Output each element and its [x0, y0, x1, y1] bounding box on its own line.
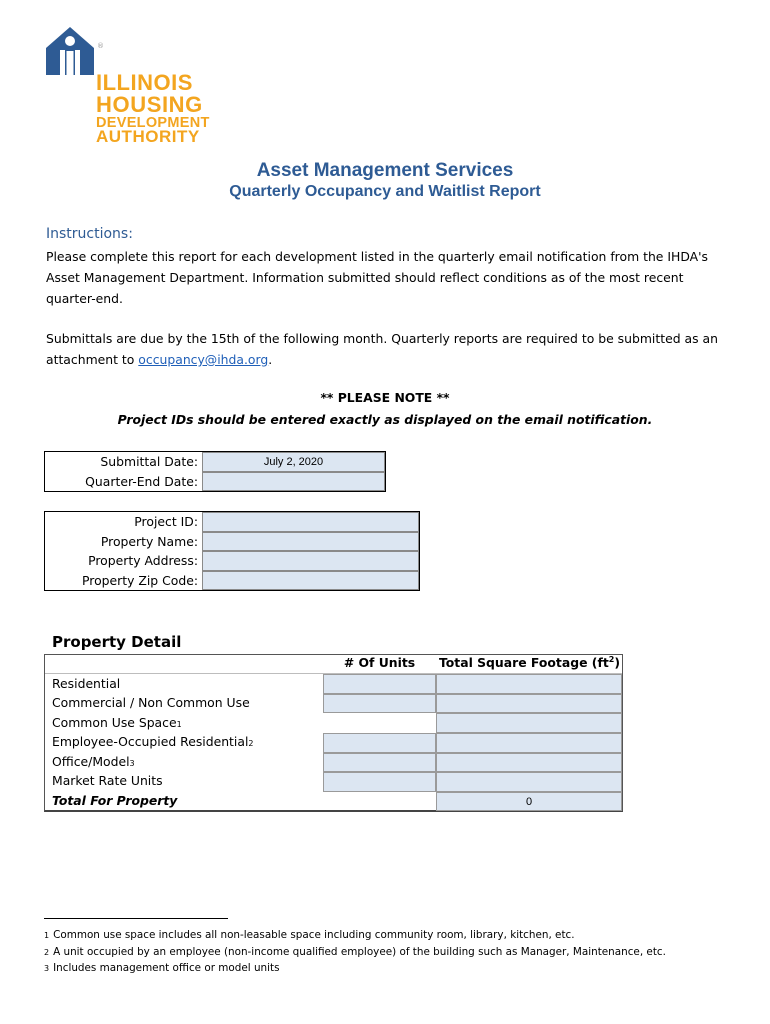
row-label-market-rate: Market Rate Units: [52, 773, 163, 788]
sqft-header-text: Total Square Footage (ft: [438, 655, 609, 671]
footnote-divider: [44, 918, 228, 919]
footnote-2: 2 A unit occupied by an employee (non-income qualified employee) of the building such as Manager, Maintenance, etc.: [44, 946, 666, 958]
instructions-paragraph-2-text: Submittals are due by the 15th of the following month. Quarterly reports are required to be submitted as an attachment to: [46, 331, 718, 367]
units-employee-cell[interactable]: [323, 733, 436, 753]
property-name-field[interactable]: [202, 532, 419, 551]
row-label-commercial: Commercial / Non Common Use: [52, 695, 250, 710]
sqft-office-cell[interactable]: [436, 753, 622, 772]
row-label-common-use: Common Use Space1: [52, 715, 182, 730]
sqft-employee-cell[interactable]: [436, 733, 622, 753]
sqft-commercial-cell[interactable]: [436, 694, 622, 713]
row-label-total: Total For Property: [52, 793, 178, 808]
sqft-header-sup: 2: [608, 655, 615, 664]
project-id-field[interactable]: [202, 512, 419, 532]
registered-mark: ®: [97, 42, 104, 50]
property-detail-heading: Property Detail: [52, 633, 182, 651]
house-logo-icon: [44, 26, 96, 76]
ihda-logo: [44, 26, 224, 144]
units-residential-cell[interactable]: [323, 674, 436, 694]
project-id-label: Project ID:: [134, 514, 198, 529]
property-address-label: Property Address:: [88, 553, 198, 568]
row-label-residential: Residential: [52, 676, 121, 691]
property-name-label: Property Name:: [100, 534, 198, 549]
instructions-paragraph-1: Please complete this report for each development listed in the quarterly email notification from the IHDA's Asset Management Department. Information submitted should reflect conditions as of the most recent quarter-end.: [46, 249, 708, 306]
sqft-header-end: ): [614, 655, 621, 671]
page-title: Asset Management Services: [256, 160, 514, 181]
email-link[interactable]: occupancy@ihda.org: [138, 352, 269, 367]
sqft-column-header: [436, 655, 623, 670]
submittal-date-field[interactable]: July 2, 2020: [202, 452, 385, 472]
please-note-text: Project IDs should be entered exactly as displayed on the email notification.: [117, 412, 653, 427]
logo-development: DEVELOPMENT: [96, 115, 210, 131]
row-label-office-model: Office/Model3: [52, 754, 135, 769]
footnote-1: 1 Common use space includes all non-leasable space including community room, library, kitchen, etc.: [44, 929, 575, 941]
sqft-residential-cell[interactable]: [436, 674, 622, 694]
units-office-cell[interactable]: [323, 753, 436, 772]
logo-illinois: ILLINOIS: [96, 70, 193, 95]
instructions-paragraph-2: [46, 328, 726, 370]
logo-authority: AUTHORITY: [96, 127, 200, 146]
sqft-common-use-cell[interactable]: [436, 713, 622, 733]
instructions-paragraph-2-end: .: [268, 352, 273, 367]
logo-housing: HOUSING: [96, 92, 203, 117]
units-market-rate-cell[interactable]: [323, 772, 436, 792]
property-address-field[interactable]: [202, 551, 419, 571]
submittal-date-label: Submittal Date:: [100, 454, 198, 469]
please-note-heading: ** PLEASE NOTE **: [320, 390, 450, 405]
property-zip-field[interactable]: [202, 571, 419, 590]
row-label-employee-occupied: Employee-Occupied Residential2: [52, 734, 254, 749]
property-zip-label: Property Zip Code:: [82, 573, 198, 588]
sqft-total-cell: 0: [436, 792, 622, 811]
units-column-header: # Of Units: [343, 655, 416, 670]
sqft-market-rate-cell[interactable]: [436, 772, 622, 792]
quarter-end-date-label: Quarter-End Date:: [85, 474, 198, 489]
units-commercial-cell[interactable]: [323, 694, 436, 713]
footnote-3: 3 Includes management office or model units: [44, 962, 280, 974]
page-subtitle: Quarterly Occupancy and Waitlist Report: [229, 183, 541, 200]
instructions-heading: Instructions:: [46, 226, 133, 242]
quarter-end-date-field[interactable]: [202, 472, 385, 491]
